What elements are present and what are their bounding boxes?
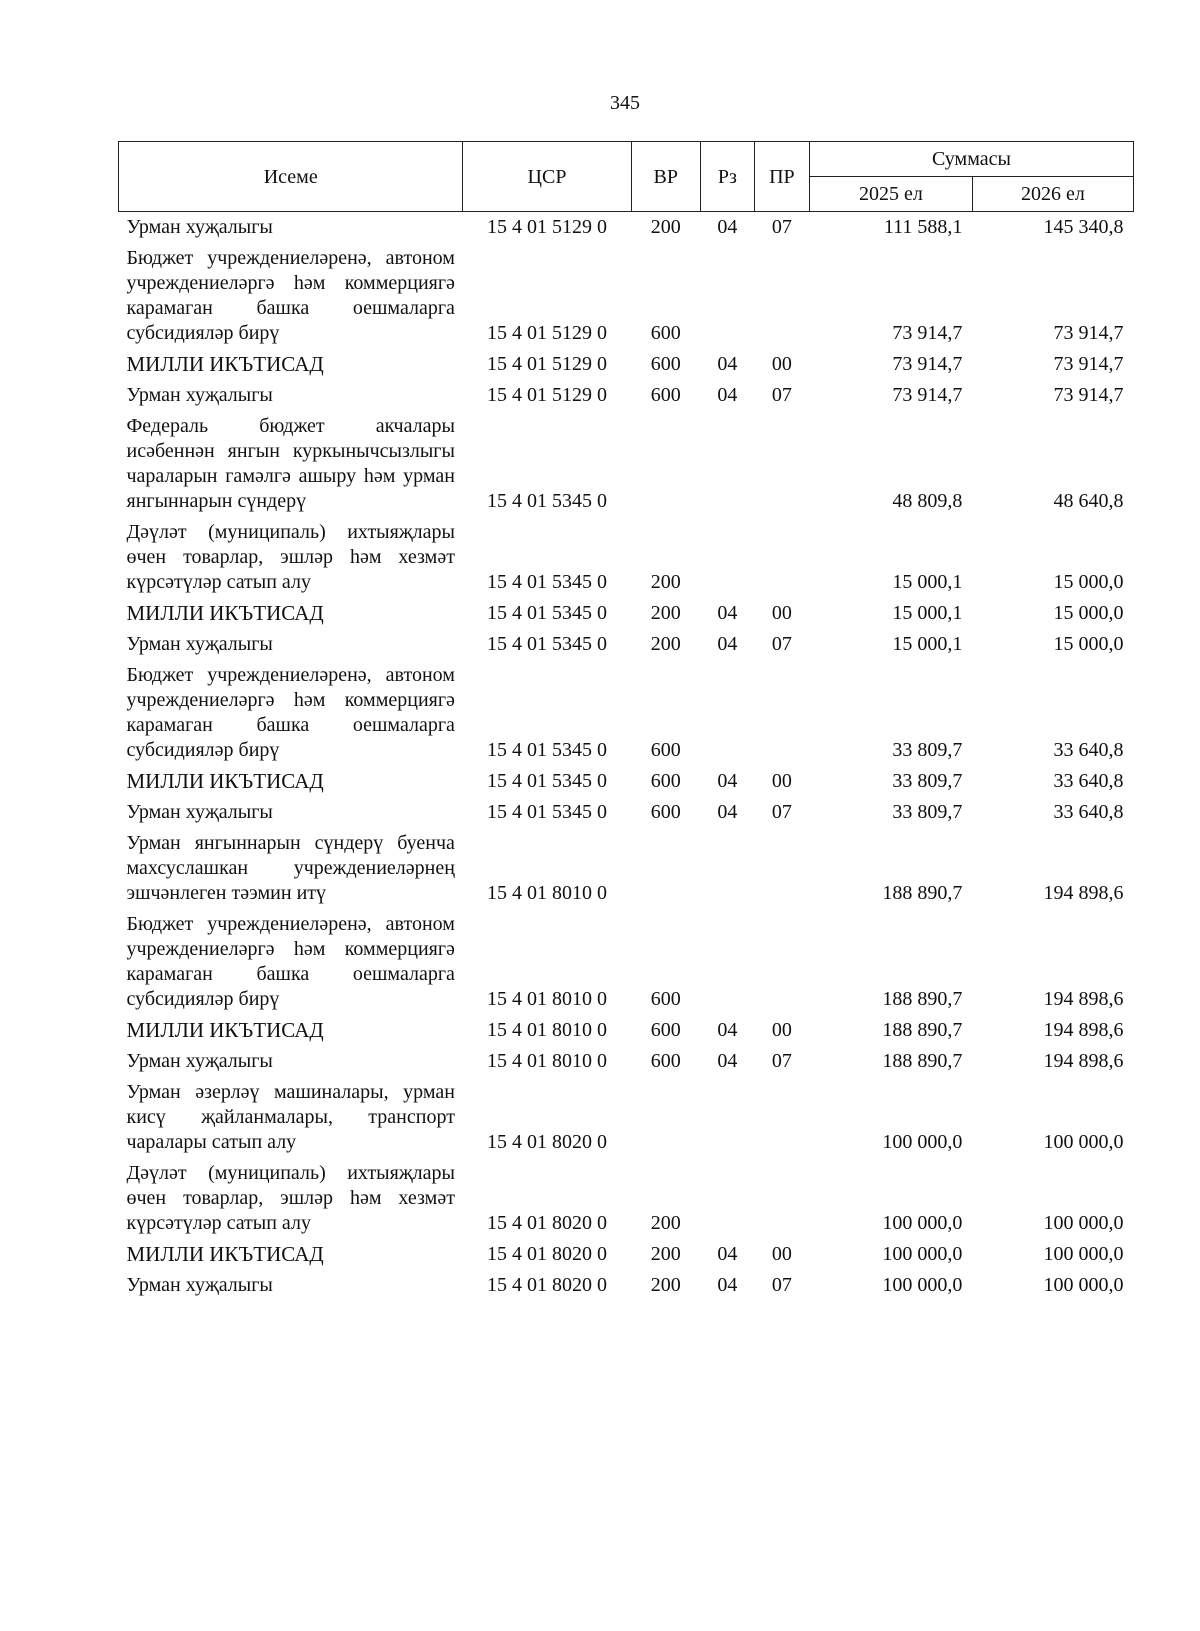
row-pr [754, 411, 809, 517]
row-vr: 200 [650, 633, 681, 655]
row-pr: 00 [771, 353, 792, 375]
row-sum-2026: 73 914,7 [1053, 353, 1124, 375]
row-pr: 07 [771, 1050, 792, 1072]
row-name: МИЛЛИ ИКЪТИСАД [126, 1242, 324, 1266]
row-rz [700, 1077, 754, 1158]
row-pr: 00 [771, 770, 792, 792]
table-row [119, 598, 1134, 629]
table-row [119, 1270, 1134, 1301]
row-csr: 15 4 01 8020 0 [487, 1212, 607, 1234]
row-csr: 15 4 01 5129 0 [487, 322, 607, 344]
table-row [119, 1239, 1134, 1270]
row-vr: 600 [650, 322, 681, 344]
row-pr: 00 [771, 1019, 792, 1041]
row-pr: 00 [771, 602, 792, 624]
row-vr: 200 [650, 602, 681, 624]
row-rz: 04 [717, 602, 738, 624]
row-vr [631, 828, 700, 909]
row-name: Дәүләт (муниципаль) ихтыяҗлары өчен товарлар, эшләр һәм хезмәт күрсәтүләр сатып алу [126, 1162, 455, 1234]
row-sum-2026: 194 898,6 [1043, 988, 1124, 1010]
row-rz [700, 411, 754, 517]
row-vr: 600 [650, 770, 681, 792]
row-csr: 15 4 01 5129 0 [487, 384, 607, 406]
row-vr: 600 [650, 801, 681, 823]
row-csr: 15 4 01 8010 0 [487, 988, 607, 1010]
row-sum-2026: 145 340,8 [1043, 216, 1124, 238]
row-sum-2026: 194 898,6 [1043, 1019, 1124, 1041]
row-name: Урман хуҗалыгы [126, 1050, 273, 1072]
row-sum-2026: 33 640,8 [1053, 801, 1124, 823]
row-csr: 15 4 01 5345 0 [487, 602, 607, 624]
header-name: Исеме [119, 142, 463, 212]
row-sum-2026: 15 000,0 [1053, 633, 1124, 655]
row-sum-2026: 100 000,0 [1043, 1243, 1124, 1265]
row-sum-2025: 48 809,8 [892, 490, 963, 512]
row-rz: 04 [717, 1019, 738, 1041]
table-row [119, 380, 1134, 411]
row-csr: 15 4 01 5345 0 [487, 739, 607, 761]
row-rz [700, 660, 754, 766]
row-rz [700, 243, 754, 349]
row-sum-2025: 33 809,7 [892, 801, 963, 823]
row-vr [631, 411, 700, 517]
row-pr: 07 [771, 216, 792, 238]
row-sum-2026: 194 898,6 [1043, 1050, 1124, 1072]
table-row [119, 766, 1134, 797]
row-rz: 04 [717, 353, 738, 375]
row-sum-2025: 100 000,0 [882, 1131, 963, 1153]
row-vr: 600 [650, 384, 681, 406]
table-row [119, 797, 1134, 828]
row-pr [754, 828, 809, 909]
row-pr [754, 909, 809, 1015]
row-sum-2025: 15 000,1 [892, 633, 963, 655]
row-sum-2026: 73 914,7 [1053, 384, 1124, 406]
row-pr: 07 [771, 1274, 792, 1296]
header-csr: ЦСР [463, 142, 631, 212]
table-body [119, 212, 1134, 1302]
row-csr: 15 4 01 8020 0 [487, 1274, 607, 1296]
row-sum-2025: 188 890,7 [882, 1019, 963, 1041]
row-csr: 15 4 01 8020 0 [487, 1243, 607, 1265]
row-name: Бюджет учреждениеләренә, автоном учреждениеләргә һәм коммерциягә карамаган башка оешмаларга субсидияләр бирү [126, 247, 455, 344]
row-rz: 04 [717, 1243, 738, 1265]
row-name: Федераль бюджет акчалары исәбеннән янгын куркынычсызлыгы чараларын гамәлгә ашыру һәм урман янгыннарын сүндерү [126, 415, 455, 512]
row-name: МИЛЛИ ИКЪТИСАД [126, 601, 324, 625]
row-sum-2026: 33 640,8 [1053, 739, 1124, 761]
row-pr [754, 660, 809, 766]
row-vr: 600 [650, 1050, 681, 1072]
header-year-2025: 2025 ел [809, 177, 972, 212]
row-sum-2026: 194 898,6 [1043, 882, 1124, 904]
row-vr: 200 [650, 1212, 681, 1234]
row-sum-2026: 33 640,8 [1053, 770, 1124, 792]
row-rz [700, 517, 754, 598]
table-row [119, 909, 1134, 1015]
row-vr: 600 [650, 988, 681, 1010]
row-name: Урман хуҗалыгы [126, 216, 273, 238]
row-csr: 15 4 01 8010 0 [487, 1050, 607, 1072]
row-csr: 15 4 01 5345 0 [487, 770, 607, 792]
row-vr: 600 [650, 739, 681, 761]
row-sum-2025: 100 000,0 [882, 1243, 963, 1265]
row-name: МИЛЛИ ИКЪТИСАД [126, 769, 324, 793]
row-name: Дәүләт (муниципаль) ихтыяҗлары өчен товарлар, эшләр һәм хезмәт күрсәтүләр сатып алу [126, 521, 455, 593]
row-sum-2025: 111 588,1 [883, 216, 963, 238]
row-rz: 04 [717, 801, 738, 823]
row-pr: 07 [771, 633, 792, 655]
row-sum-2025: 188 890,7 [882, 1050, 963, 1072]
row-sum-2025: 100 000,0 [882, 1274, 963, 1296]
row-sum-2025: 33 809,7 [892, 770, 963, 792]
row-pr [754, 517, 809, 598]
row-sum-2025: 73 914,7 [892, 322, 963, 344]
row-csr: 15 4 01 8010 0 [487, 1019, 607, 1041]
row-vr [631, 1077, 700, 1158]
row-sum-2025: 100 000,0 [882, 1212, 963, 1234]
row-rz: 04 [717, 384, 738, 406]
budget-table [118, 141, 1134, 1301]
row-sum-2026: 73 914,7 [1053, 322, 1124, 344]
header-rz: Рз [700, 142, 754, 212]
table-row [119, 243, 1134, 349]
row-name: Бюджет учреждениеләренә, автоном учреждениеләргә һәм коммерциягә карамаган башка оешмаларга субсидияләр бирү [126, 664, 455, 761]
row-pr: 07 [771, 384, 792, 406]
table-header [119, 142, 1134, 212]
row-sum-2026: 100 000,0 [1043, 1274, 1124, 1296]
row-name: Урман әзерләү машиналары, урман кисү җайланмалары, транспорт чаралары сатып алу [126, 1081, 455, 1153]
row-rz: 04 [717, 1050, 738, 1072]
row-sum-2025: 33 809,7 [892, 739, 963, 761]
row-vr: 200 [650, 571, 681, 593]
table-row [119, 212, 1134, 244]
header-pr: ПР [754, 142, 809, 212]
row-name: Урман хуҗалыгы [126, 1274, 273, 1296]
page-number: 345 [610, 92, 640, 114]
row-csr: 15 4 01 8020 0 [487, 1131, 607, 1153]
row-name: Урман хуҗалыгы [126, 633, 273, 655]
row-rz [700, 909, 754, 1015]
row-pr: 07 [771, 801, 792, 823]
row-pr [754, 243, 809, 349]
row-pr: 00 [771, 1243, 792, 1265]
row-rz [700, 1158, 754, 1239]
table-row [119, 1158, 1134, 1239]
table-row [119, 828, 1134, 909]
row-vr: 600 [650, 1019, 681, 1041]
table-row [119, 1046, 1134, 1077]
row-sum-2026: 100 000,0 [1043, 1131, 1124, 1153]
row-csr: 15 4 01 5345 0 [487, 801, 607, 823]
row-sum-2025: 73 914,7 [892, 353, 963, 375]
row-sum-2025: 15 000,1 [892, 571, 963, 593]
row-name: Урман янгыннарын сүндерү буенча махсуслашкан учреждениеләрнең эшчәнлеген тәэмин итү [126, 832, 455, 904]
row-name: Бюджет учреждениеләренә, автоном учреждениеләргә һәм коммерциягә карамаган башка оешмаларга субсидияләр бирү [126, 913, 455, 1010]
row-rz: 04 [717, 633, 738, 655]
row-pr [754, 1077, 809, 1158]
table-row [119, 1015, 1134, 1046]
row-rz: 04 [717, 216, 738, 238]
table-row [119, 517, 1134, 598]
table-row [119, 349, 1134, 380]
row-sum-2026: 100 000,0 [1043, 1212, 1124, 1234]
row-sum-2026: 15 000,0 [1053, 571, 1124, 593]
row-vr: 600 [650, 353, 681, 375]
row-name: МИЛЛИ ИКЪТИСАД [126, 1018, 324, 1042]
table-row [119, 411, 1134, 517]
row-rz: 04 [717, 770, 738, 792]
header-sum: Суммасы [809, 142, 1133, 177]
row-vr: 200 [650, 1274, 681, 1296]
row-pr [754, 1158, 809, 1239]
row-vr: 200 [650, 1243, 681, 1265]
row-rz [700, 828, 754, 909]
row-csr: 15 4 01 5129 0 [487, 353, 607, 375]
row-csr: 15 4 01 5345 0 [487, 490, 607, 512]
row-name: МИЛЛИ ИКЪТИСАД [126, 352, 324, 376]
row-sum-2026: 48 640,8 [1053, 490, 1124, 512]
row-sum-2025: 15 000,1 [892, 602, 963, 624]
row-csr: 15 4 01 8010 0 [487, 882, 607, 904]
table-row [119, 629, 1134, 660]
header-vr: ВР [631, 142, 700, 212]
row-sum-2025: 188 890,7 [882, 988, 963, 1010]
row-vr: 200 [650, 216, 681, 238]
row-sum-2025: 73 914,7 [892, 384, 963, 406]
row-sum-2025: 188 890,7 [882, 882, 963, 904]
table-row [119, 1077, 1134, 1158]
table-row [119, 660, 1134, 766]
row-name: Урман хуҗалыгы [126, 384, 273, 406]
header-year-2026: 2026 ел [972, 177, 1133, 212]
row-csr: 15 4 01 5345 0 [487, 633, 607, 655]
row-name: Урман хуҗалыгы [126, 801, 273, 823]
row-sum-2026: 15 000,0 [1053, 602, 1124, 624]
row-rz: 04 [717, 1274, 738, 1296]
row-csr: 15 4 01 5345 0 [487, 571, 607, 593]
row-csr: 15 4 01 5129 0 [487, 216, 607, 238]
